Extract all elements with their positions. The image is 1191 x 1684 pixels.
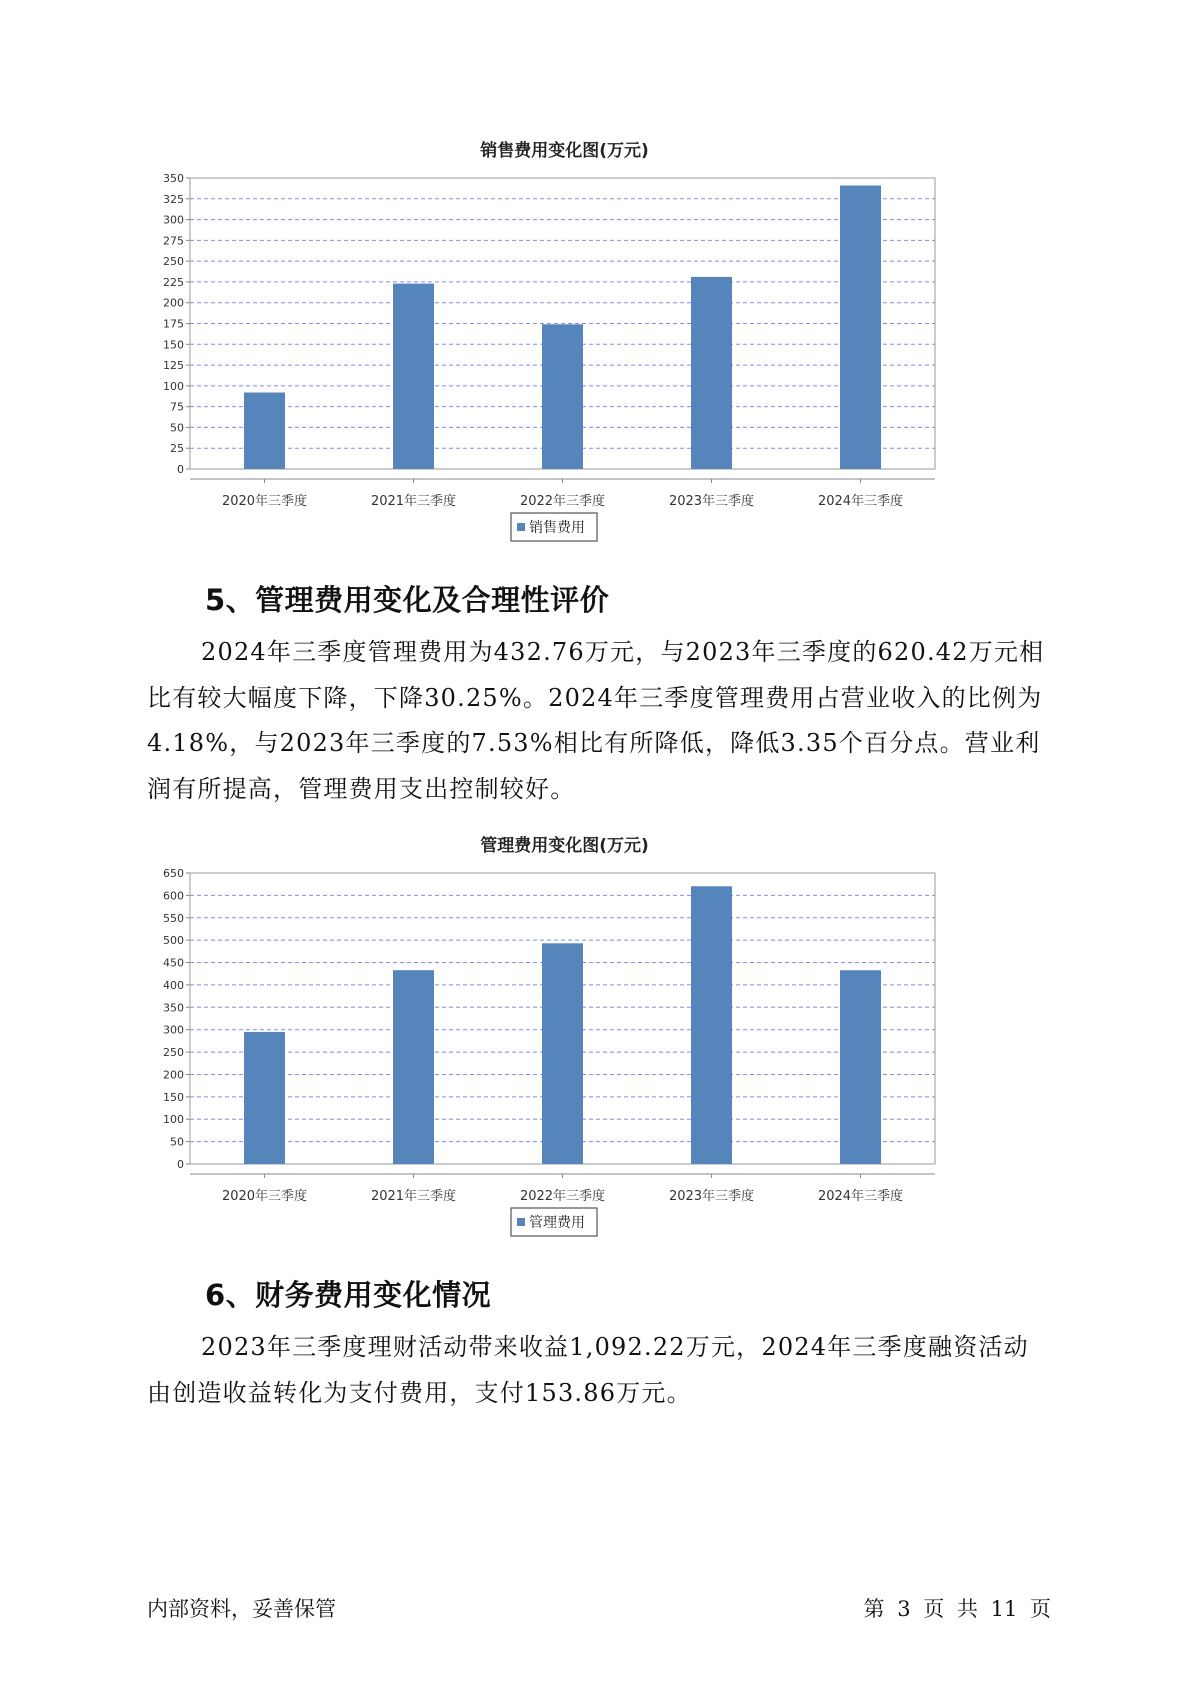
y-tick-label: 100 — [163, 1113, 184, 1127]
bar — [691, 277, 732, 469]
y-tick-label: 50 — [170, 421, 184, 435]
y-tick-label: 350 — [163, 172, 184, 185]
y-tick-label: 300 — [163, 213, 184, 227]
y-tick-label: 600 — [163, 889, 184, 903]
bar — [542, 943, 583, 1164]
y-tick-label: 250 — [163, 255, 184, 269]
bar — [393, 284, 434, 469]
y-tick-label: 650 — [163, 867, 184, 880]
legend-swatch — [517, 523, 525, 531]
sales-expense-chart — [150, 130, 1040, 550]
bar — [393, 970, 434, 1164]
x-tick-label: 2020年三季度 — [221, 494, 308, 509]
y-tick-label: 175 — [163, 317, 184, 331]
y-tick-label: 50 — [170, 1135, 184, 1149]
x-tick-label: 2020年三季度 — [221, 1189, 308, 1204]
y-tick-label: 75 — [170, 400, 184, 414]
legend-swatch — [517, 1218, 525, 1226]
bar — [840, 185, 881, 469]
y-tick-label: 225 — [163, 275, 184, 289]
y-tick-label: 250 — [163, 1046, 184, 1060]
y-tick-label: 150 — [163, 1090, 184, 1104]
x-tick-label: 2022年三季度 — [519, 494, 606, 509]
footer-page-number: 第 3 页 共 11 页 — [863, 1597, 1051, 1621]
legend-label: 管理费用 — [529, 1215, 585, 1231]
chart-legend — [511, 513, 597, 541]
bar — [840, 970, 881, 1164]
x-tick-label: 2024年三季度 — [817, 1189, 904, 1204]
y-tick-label: 150 — [163, 338, 184, 352]
management-expense-chart — [150, 825, 1040, 1245]
sales-expense-chart-svg — [150, 130, 1040, 550]
x-tick-label: 2022年三季度 — [519, 1189, 606, 1204]
chart-title: 销售费用变化图(万元) — [480, 141, 649, 161]
y-tick-label: 275 — [163, 234, 184, 248]
bar — [542, 324, 583, 469]
management-expense-chart-svg — [150, 825, 1040, 1245]
y-tick-label: 200 — [163, 296, 184, 310]
y-tick-label: 500 — [163, 934, 184, 948]
y-tick-label: 25 — [170, 442, 184, 456]
y-tick-label: 400 — [163, 978, 184, 992]
section-6-heading: 6、财务费用变化情况 — [205, 1278, 492, 1312]
bar — [244, 1032, 285, 1164]
x-tick-label: 2023年三季度 — [668, 494, 755, 509]
y-tick-label: 325 — [163, 192, 184, 206]
section-5-heading: 5、管理费用变化及合理性评价 — [205, 583, 610, 617]
footer-confidential-note: 内部资料，妥善保管 — [147, 1597, 336, 1621]
y-tick-label: 450 — [163, 956, 184, 970]
x-tick-label: 2023年三季度 — [668, 1189, 755, 1204]
chart-legend — [511, 1208, 597, 1236]
y-tick-label: 300 — [163, 1023, 184, 1037]
section-6-body: 2023年三季度理财活动带来收益1,092.22万元，2024年三季度融资活动由创造收益转化为支付费用，支付153.86万元。 — [147, 1333, 1029, 1407]
x-tick-label: 2021年三季度 — [370, 494, 457, 509]
legend-label: 销售费用 — [529, 520, 585, 536]
section-5-body: 2024年三季度管理费用为432.76万元，与2023年三季度的620.42万元相比有较大幅度下降，下降30.25%。2024年三季度管理费用占营业收入的比例为4.18%，与2023年三季度的7.53%相比有所降低，降低3.35个百分点。营业利润有所提高，管理费用支出控制较好。 — [147, 638, 1045, 803]
y-tick-label: 0 — [177, 463, 184, 476]
y-tick-label: 550 — [163, 911, 184, 925]
x-tick-label: 2024年三季度 — [817, 494, 904, 509]
y-tick-label: 200 — [163, 1068, 184, 1082]
bar — [691, 886, 732, 1164]
x-tick-label: 2021年三季度 — [370, 1189, 457, 1204]
y-tick-label: 0 — [177, 1158, 184, 1171]
y-tick-label: 350 — [163, 1001, 184, 1015]
y-tick-label: 100 — [163, 379, 184, 393]
chart-title: 管理费用变化图(万元) — [480, 836, 649, 856]
bar — [244, 393, 285, 469]
y-tick-label: 125 — [163, 359, 184, 373]
